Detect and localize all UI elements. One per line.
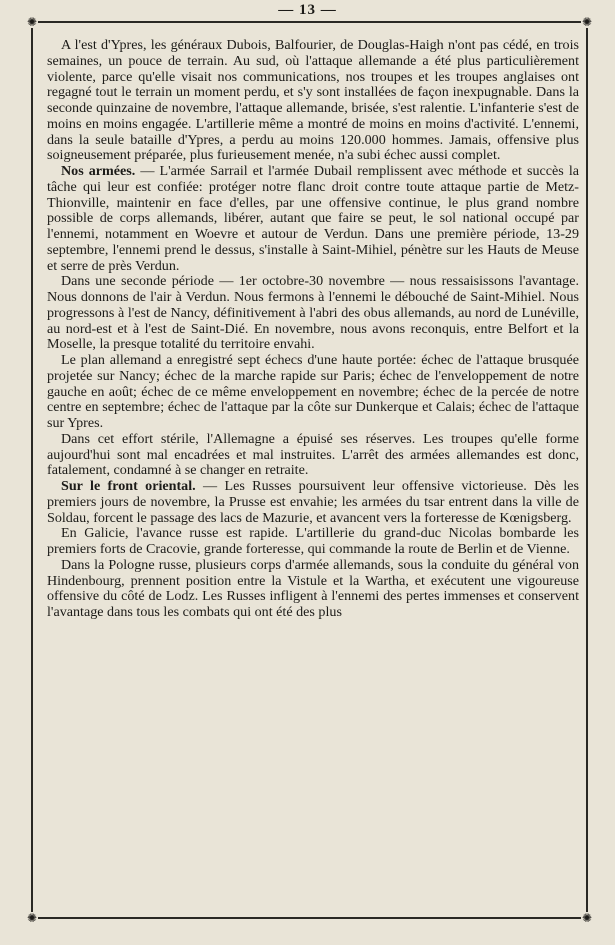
border-top-rule [31, 21, 587, 23]
border-left-rule [31, 21, 33, 918]
section-heading: Sur le front oriental. [61, 478, 196, 494]
paragraph-text: — Les Russes poursuivent leur offensive victorieuse. Dès les premiers jours de novembre, la Prusse est envahie; les armées du tsar entrent dans la ville de Soldau, forcent le passage des lacs de Mazurie, et avancent vers la forteresse de Kœnigsberg. [47, 478, 579, 526]
border-bottom-rule [31, 917, 587, 919]
paragraph [47, 526, 579, 558]
corner-ornament-icon: ✺ [581, 911, 593, 925]
paragraph-text: A l'est d'Ypres, les généraux Dubois, Balfourier, de Douglas-Haigh n'ont pas cédé, en trois semaines, un pouce de terrain. Au sud, où l'attaque allemande a été plus particulièrement violente, parce qu'elle visait nos communications, nos troupes et les troupes anglaises ont regagné tout le terrain un moment perdu, et s'y sont installées de façon inexpugnable. Dans la seconde quinzaine de novembre, l'attaque allemande, brisée, s'est ralentie. L'infanterie s'est de moins en moins engagée. L'artillerie même a montré de moins en moins d'activité. L'ennemi, dans la seule bataille d'Ypres, a perdu au moins 120.000 hommes. Jamais, offensive plus soigneusement préparée, plus furieusement menée, n'a subi échec aussi complet. [47, 37, 579, 164]
paragraph [47, 479, 579, 526]
paragraph [47, 558, 579, 621]
paragraph-text: Dans cet effort stérile, l'Allemagne a épuisé ses réserves. Les troupes qu'elle forme aujourd'hui sont mal encadrées et mal instruites. L'arrêt des armées allemandes est donc, fatalement, condamné à se changer en retraite. [47, 430, 579, 479]
section-heading: Nos armées. [61, 163, 136, 179]
paragraph [47, 164, 579, 274]
page-number: — 13 — [278, 2, 337, 18]
paragraph-text: Dans une seconde période — 1er octobre-30 novembre — nous ressaisissons l'avantage. Nous donnons de l'air à Verdun. Nous fermons à l'ennemi le débouché de Saint-Mihiel. Nous progressons à l'est de Nancy, définitivement à l'abri des obus allemands, au nord de Lunéville, au nord-est et à l'est de Saint-Dié. En novembre, nous avons reconquis, entre Belfort et la Moselle, la presque totalité du territoire envahi. [47, 273, 579, 353]
paragraph [47, 353, 579, 432]
paragraph-text: — L'armée Sarrail et l'armée Dubail remplissent avec méthode et succès la tâche qui leur est confiée: protéger notre flanc droit contre toute attaque partie de Metz-Thionville, maintenir en face d'elles, par une offensive continue, le plus grand nombre possible de corps allemands, libérer, autant que faire se peut, le sol national occupé par l'ennemi, notamment en Woevre et autour de Verdun. Dans une première période, 13-29 septembre, l'ennemi prend le dessus, s'installe à Saint-Mihiel, pénètre sur les Hauts de Meuse et serre de près Verdun. [47, 163, 579, 274]
corner-ornament-icon: ✺ [26, 15, 38, 29]
paragraph [47, 432, 579, 479]
body-text [47, 38, 579, 621]
paragraph-text: Le plan allemand a enregistré sept échecs d'une haute portée: échec de l'attaque brusquée projetée sur Nancy; échec de la marche rapide sur Paris; échec de l'enveloppement de notre gauche en août; échec de ce même enveloppement en novembre; échec de la percée de notre centre en septembre; échec de l'attaque par la côte sur Dunkerque et Calais; échec de l'attaque sur Ypres. [47, 352, 579, 431]
corner-ornament-icon: ✺ [26, 911, 38, 925]
corner-ornament-icon: ✺ [581, 15, 593, 29]
paragraph-text: En Galicie, l'avance russe est rapide. L'artillerie du grand-duc Nicolas bombarde les premiers forts de Cracovie, grande forteresse, qui commande la route de Berlin et de Vienne. [47, 525, 579, 557]
paragraph-text: Dans la Pologne russe, plusieurs corps d'armée allemands, sous la conduite du général von Hindenbourg, prennent position entre la Vistule et la Wartha, et exécutent une vigoureuse offensive du côté de Lodz. Les Russes infligent à l'ennemi des pertes immenses et conservent l'avantage dans tous les combats qui ont été des plus [47, 556, 579, 620]
paragraph [47, 38, 579, 164]
border-right-rule [586, 21, 588, 918]
paragraph [47, 274, 579, 353]
